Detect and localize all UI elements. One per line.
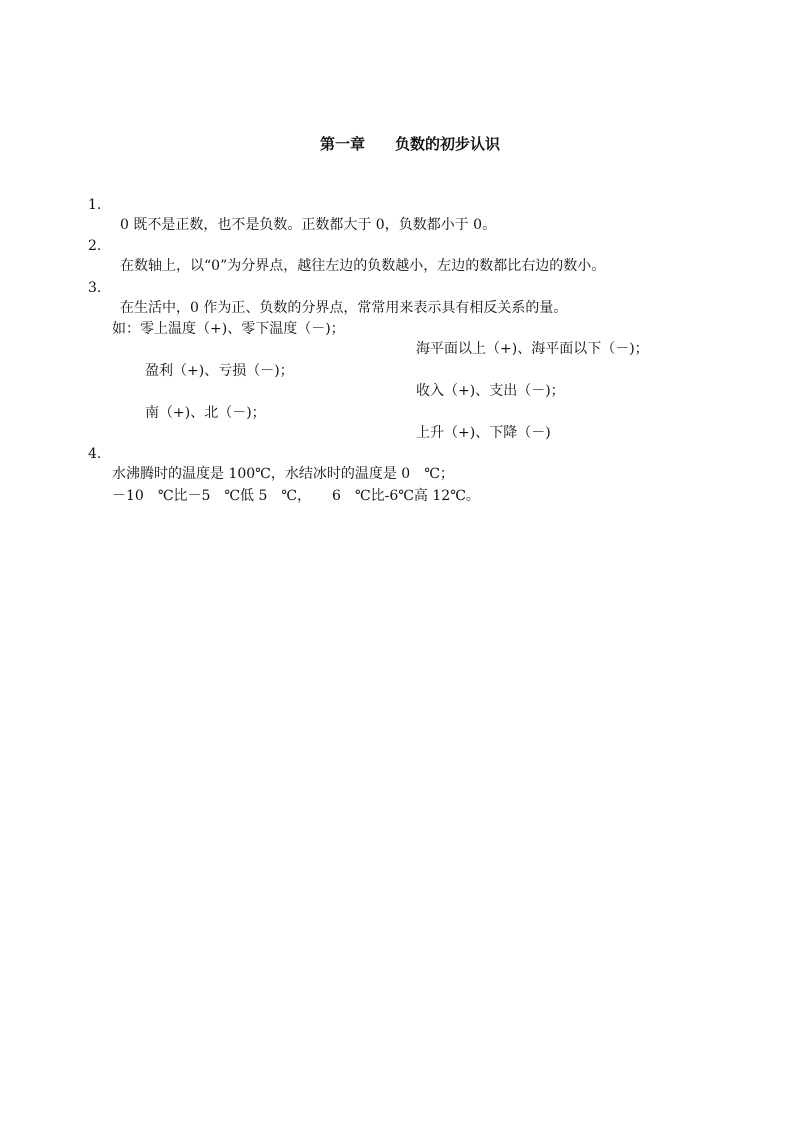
example-right: 收入（+)、支出（－)； xyxy=(416,383,565,399)
list-number: 1. xyxy=(88,197,102,213)
list-number: 3. xyxy=(88,280,102,296)
example-right: 上升（+)、下降（－) xyxy=(416,425,551,441)
list-text: 在生活中，0 作为正、负数的分界点，常常用来表示具有相反关系的量。 xyxy=(120,300,568,316)
example-left: 盈利（+)、亏损（－)； xyxy=(145,363,294,379)
example-left: 南（+)、北（－)； xyxy=(145,405,266,421)
list-text: 0 既不是正数，也不是负数。正数都大于 0，负数都小于 0。 xyxy=(120,217,497,233)
temperature-text: －10 ℃比－5 ℃低 5 ℃， 6 ℃比-6℃高 12℃。 xyxy=(112,488,480,504)
list-text: 水沸腾时的温度是 100℃，水结冰时的温度是 0 ℃； xyxy=(112,466,454,482)
example-left: 如：零上温度（+)、零下温度（－)； xyxy=(112,321,345,337)
list-number: 4. xyxy=(88,446,102,462)
example-right: 海平面以上（+)、海平面以下（－)； xyxy=(416,341,649,357)
page-title: 第一章 负数的初步认识 xyxy=(319,135,500,153)
temperature-line xyxy=(0,466,793,506)
list-text: 在数轴上，以“0”为分界点，越往左边的负数越小，左边的数都比右边的数小。 xyxy=(120,258,606,274)
list-number: 2. xyxy=(88,238,102,254)
